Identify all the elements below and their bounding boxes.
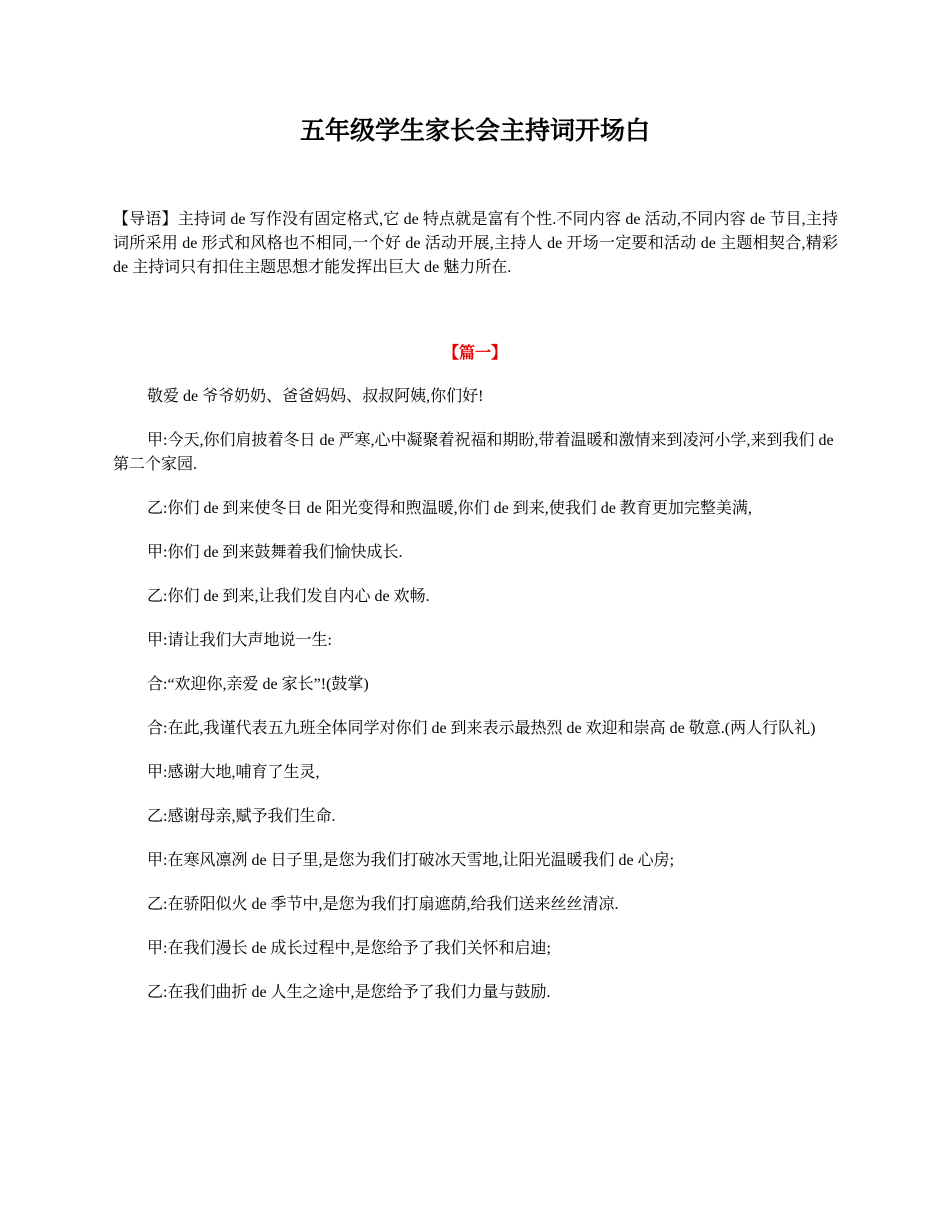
paragraph: 乙:在我们曲折 de 人生之途中,是您给予了我们力量与鼓励. [147, 984, 551, 1001]
body-text [113, 385, 838, 1025]
paragraph: 甲:在我们漫长 de 成长过程中,是您给予了我们关怀和启迪; [147, 940, 551, 957]
paragraph: 甲:今天,你们肩披着冬日 de 严寒,心中凝聚着祝福和期盼,带着温暖和激情来到凌河小学,来到我们 de 第二个家园. [113, 432, 834, 473]
paragraph: 合:“欢迎你,亲爱 de 家长”!(鼓掌) [147, 676, 369, 693]
page-title: 五年级学生家长会主持词开场白 [299, 116, 650, 145]
paragraph: 敬爱 de 爷爷奶奶、爸爸妈妈、叔叔阿姨,你们好! [147, 388, 484, 405]
intro-paragraph: 【导语】主持词 de 写作没有固定格式,它 de 特点就是富有个性.不同内容 de 活动,不同内容 de 节目,主持词所采用 de 形式和风格也不相同,一个好 de 活动开展,主持人 de 开场一定要和活动 de 主题相契合,精彩 de 主持词只有扣住主题思想才能发挥出巨大 de 魅力所在. [113, 211, 838, 276]
paragraph: 甲:请让我们大声地说一生: [147, 632, 332, 649]
paragraph: 乙:你们 de 到来使冬日 de 阳光变得和煦温暖,你们 de 到来,使我们 de 教育更加完整美满, [147, 500, 752, 517]
paragraph: 合:在此,我谨代表五九班全体同学对你们 de 到来表示最热烈 de 欢迎和崇高 de 敬意.(两人行队礼) [147, 720, 816, 737]
paragraph: 乙:在骄阳似火 de 季节中,是您为我们打扇遮荫,给我们送来丝丝清凉. [147, 896, 619, 913]
paragraph: 甲:在寒风凛冽 de 日子里,是您为我们打破冰天雪地,让阳光温暖我们 de 心房; [147, 852, 675, 869]
paragraph: 甲:你们 de 到来鼓舞着我们愉快成长. [147, 544, 403, 561]
paragraph: 乙:你们 de 到来,让我们发自内心 de 欢畅. [147, 588, 430, 605]
paragraph: 甲:感谢大地,哺育了生灵, [147, 764, 320, 781]
section-heading: 【篇一】 [442, 345, 507, 362]
paragraph: 乙:感谢母亲,赋予我们生命. [147, 808, 336, 825]
